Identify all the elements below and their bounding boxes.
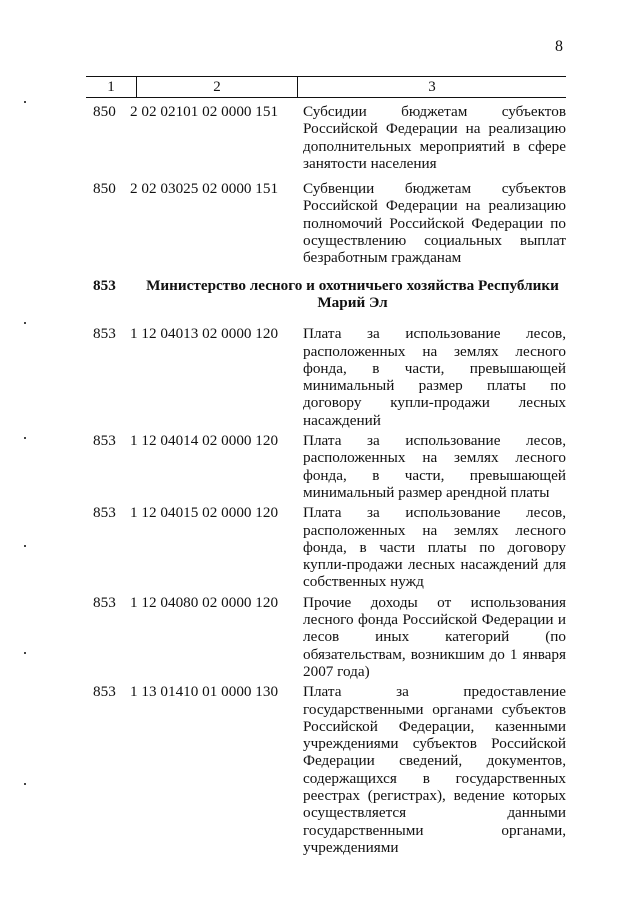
revenue-description: Субсидии бюджетам субъектов Российской Федерации на реализацию дополнительных мероприятий в сфере занятости населения	[303, 103, 566, 172]
revenue-code: 2 02 03025 02 0000 151	[130, 180, 279, 198]
table-header	[86, 76, 566, 98]
scan-edge-mark	[24, 783, 26, 785]
column-header-3: 3	[428, 79, 436, 95]
table-row	[86, 594, 566, 680]
revenue-code: 1 12 04015 02 0000 120	[130, 504, 279, 522]
table-row	[86, 103, 566, 172]
organization-admin-code: 853	[93, 276, 116, 294]
scan-edge-mark	[24, 322, 26, 324]
organization-title: Министерство лесного и охотничьего хозяйства Республики Марий Эл	[146, 276, 559, 311]
column-header-2: 2	[137, 77, 298, 97]
revenue-code: 2 02 02101 02 0000 151	[130, 103, 279, 120]
revenue-table	[86, 103, 566, 856]
table-row	[86, 180, 566, 266]
scan-edge-mark	[24, 545, 26, 547]
column-header-1: 1	[86, 77, 137, 97]
admin-code: 853	[93, 432, 116, 450]
admin-code: 853	[93, 683, 116, 701]
admin-code: 850	[93, 103, 116, 120]
table-row	[86, 432, 566, 501]
revenue-description: Субвенции бюджетам субъектов Российской Федерации на реализацию полномочий Российской Федерации по осуществлению социальных выплат безработным гражданам	[303, 180, 566, 267]
admin-code: 853	[93, 593, 116, 611]
revenue-code: 1 12 04013 02 0000 120	[130, 325, 279, 343]
admin-code: 853	[93, 325, 116, 343]
revenue-code: 1 13 01410 01 0000 130	[130, 683, 279, 701]
table-row	[86, 504, 566, 590]
revenue-description: Плата за предоставление государственными органами субъектов Российской Федерации, казенными учреждениями субъектов Российской Федерации сведений, документов, содержащихся в государственных реестрах (регистрах), ведение которых осуществляется данными государственными органами, учреждениями	[303, 683, 566, 856]
page-number: 8	[555, 38, 563, 55]
admin-code: 850	[93, 180, 116, 198]
table-row	[86, 683, 566, 856]
scan-edge-mark	[24, 101, 26, 103]
revenue-code: 1 12 04080 02 0000 120	[130, 593, 279, 611]
scan-edge-mark	[24, 437, 26, 439]
admin-code: 853	[93, 504, 116, 522]
revenue-code: 1 12 04014 02 0000 120	[130, 432, 279, 450]
revenue-description: Плата за использование лесов, расположенных на землях лесного фонда, в части платы по договору купли-продажи лесных насаждений для собственных нужд	[303, 504, 566, 591]
scan-edge-mark	[24, 652, 26, 654]
revenue-description: Прочие доходы от использования лесного фонда Российской Федерации и лесов иных категорий (по обязательствам, возникшим до 1 января 2007 года)	[303, 593, 566, 680]
organization-heading-row	[86, 277, 566, 312]
revenue-description: Плата за использование лесов, расположенных на землях лесного фонда, в части, превышающей минимальный размер платы по договору купли-продажи лесных насаждений	[303, 325, 566, 429]
table-row	[86, 325, 566, 429]
revenue-description: Плата за использование лесов, расположенных на землях лесного фонда, в части, превышающей минимальный размер арендной платы	[303, 432, 566, 501]
